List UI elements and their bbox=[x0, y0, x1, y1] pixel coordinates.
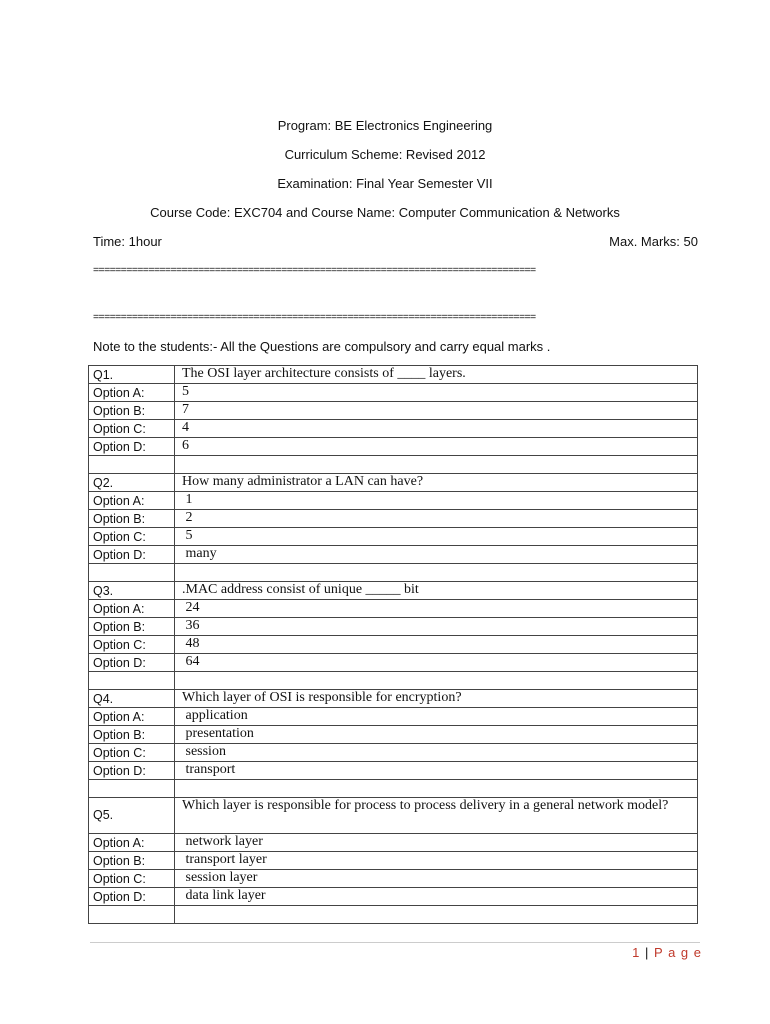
question-text: .MAC address consist of unique _____ bit bbox=[175, 582, 698, 600]
option-value: 4 bbox=[175, 420, 698, 438]
question-row bbox=[89, 474, 698, 492]
option-value: many bbox=[175, 546, 698, 564]
option-value: session bbox=[175, 744, 698, 762]
separator-top: ================================================================================ bbox=[93, 264, 536, 276]
question-text: Which layer is responsible for process to process delivery in a general network model? bbox=[175, 798, 698, 834]
option-label: Option B: bbox=[89, 726, 175, 744]
curriculum-line: Curriculum Scheme: Revised 2012 bbox=[284, 147, 486, 162]
option-row bbox=[89, 726, 698, 744]
option-row bbox=[89, 654, 698, 672]
program-line: Program: BE Electronics Engineering bbox=[277, 118, 493, 133]
blank-cell bbox=[175, 780, 698, 798]
blank-cell bbox=[89, 780, 175, 798]
blank-row bbox=[89, 906, 698, 924]
option-label: Option A: bbox=[89, 834, 175, 852]
blank-row bbox=[89, 672, 698, 690]
page-number bbox=[632, 945, 702, 960]
option-row bbox=[89, 510, 698, 528]
option-row bbox=[89, 618, 698, 636]
option-label: Option C: bbox=[89, 528, 175, 546]
option-label: Option C: bbox=[89, 636, 175, 654]
question-text: The OSI layer architecture consists of ____ layers. bbox=[175, 366, 698, 384]
option-row bbox=[89, 708, 698, 726]
option-value: 2 bbox=[175, 510, 698, 528]
option-row bbox=[89, 492, 698, 510]
max-marks-label: Max. Marks: 50 bbox=[609, 234, 698, 249]
option-label: Option D: bbox=[89, 546, 175, 564]
option-row bbox=[89, 528, 698, 546]
option-value: 5 bbox=[175, 528, 698, 546]
blank-cell bbox=[89, 564, 175, 582]
students-note: Note to the students:- All the Questions are compulsory and carry equal marks . bbox=[93, 339, 551, 354]
question-text: Which layer of OSI is responsible for encryption? bbox=[175, 690, 698, 708]
option-value: presentation bbox=[175, 726, 698, 744]
option-row bbox=[89, 384, 698, 402]
course-line: Course Code: EXC704 and Course Name: Computer Communication & Networks bbox=[150, 205, 620, 220]
option-label: Option A: bbox=[89, 708, 175, 726]
option-value: transport layer bbox=[175, 852, 698, 870]
blank-cell bbox=[175, 672, 698, 690]
blank-cell bbox=[89, 672, 175, 690]
option-label: Option B: bbox=[89, 510, 175, 528]
option-label: Option B: bbox=[89, 618, 175, 636]
option-row bbox=[89, 834, 698, 852]
blank-cell bbox=[175, 456, 698, 474]
blank-row bbox=[89, 456, 698, 474]
separator-bottom: ================================================================================ bbox=[93, 311, 536, 323]
option-value: data link layer bbox=[175, 888, 698, 906]
option-value: session layer bbox=[175, 870, 698, 888]
question-number: Q4. bbox=[89, 690, 175, 708]
blank-cell bbox=[175, 906, 698, 924]
option-row bbox=[89, 420, 698, 438]
option-value: 5 bbox=[175, 384, 698, 402]
option-label: Option D: bbox=[89, 888, 175, 906]
blank-cell bbox=[175, 564, 698, 582]
option-label: Option A: bbox=[89, 492, 175, 510]
question-number: Q2. bbox=[89, 474, 175, 492]
option-value: transport bbox=[175, 762, 698, 780]
page-number-value: 1 bbox=[632, 945, 641, 960]
option-value: 7 bbox=[175, 402, 698, 420]
question-row bbox=[89, 366, 698, 384]
question-row bbox=[89, 798, 698, 834]
option-value: 48 bbox=[175, 636, 698, 654]
question-row bbox=[89, 690, 698, 708]
option-label: Option D: bbox=[89, 762, 175, 780]
time-label: Time: 1hour bbox=[93, 234, 162, 249]
option-value: 1 bbox=[175, 492, 698, 510]
option-value: 64 bbox=[175, 654, 698, 672]
option-label: Option B: bbox=[89, 852, 175, 870]
option-label: Option A: bbox=[89, 600, 175, 618]
option-value: 24 bbox=[175, 600, 698, 618]
option-value: 36 bbox=[175, 618, 698, 636]
blank-cell bbox=[89, 456, 175, 474]
page-number-separator: | bbox=[645, 945, 650, 960]
question-number: Q5. bbox=[89, 798, 175, 834]
option-row bbox=[89, 744, 698, 762]
question-number: Q3. bbox=[89, 582, 175, 600]
page-word: P a g e bbox=[654, 945, 702, 960]
option-row bbox=[89, 762, 698, 780]
question-row bbox=[89, 582, 698, 600]
option-row bbox=[89, 402, 698, 420]
option-label: Option D: bbox=[89, 654, 175, 672]
option-value: 6 bbox=[175, 438, 698, 456]
option-label: Option C: bbox=[89, 420, 175, 438]
option-label: Option B: bbox=[89, 402, 175, 420]
option-row bbox=[89, 852, 698, 870]
option-row bbox=[89, 870, 698, 888]
question-text: How many administrator a LAN can have? bbox=[175, 474, 698, 492]
option-label: Option D: bbox=[89, 438, 175, 456]
option-label: Option A: bbox=[89, 384, 175, 402]
examination-line: Examination: Final Year Semester VII bbox=[277, 176, 493, 191]
questions-table bbox=[88, 365, 698, 924]
option-label: Option C: bbox=[89, 744, 175, 762]
question-number: Q1. bbox=[89, 366, 175, 384]
option-value: network layer bbox=[175, 834, 698, 852]
option-label: Option C: bbox=[89, 870, 175, 888]
option-row bbox=[89, 888, 698, 906]
option-value: application bbox=[175, 708, 698, 726]
blank-cell bbox=[89, 906, 175, 924]
option-row bbox=[89, 546, 698, 564]
blank-row bbox=[89, 564, 698, 582]
footer-divider-line bbox=[90, 942, 700, 943]
blank-row bbox=[89, 780, 698, 798]
option-row bbox=[89, 438, 698, 456]
option-row bbox=[89, 636, 698, 654]
option-row bbox=[89, 600, 698, 618]
